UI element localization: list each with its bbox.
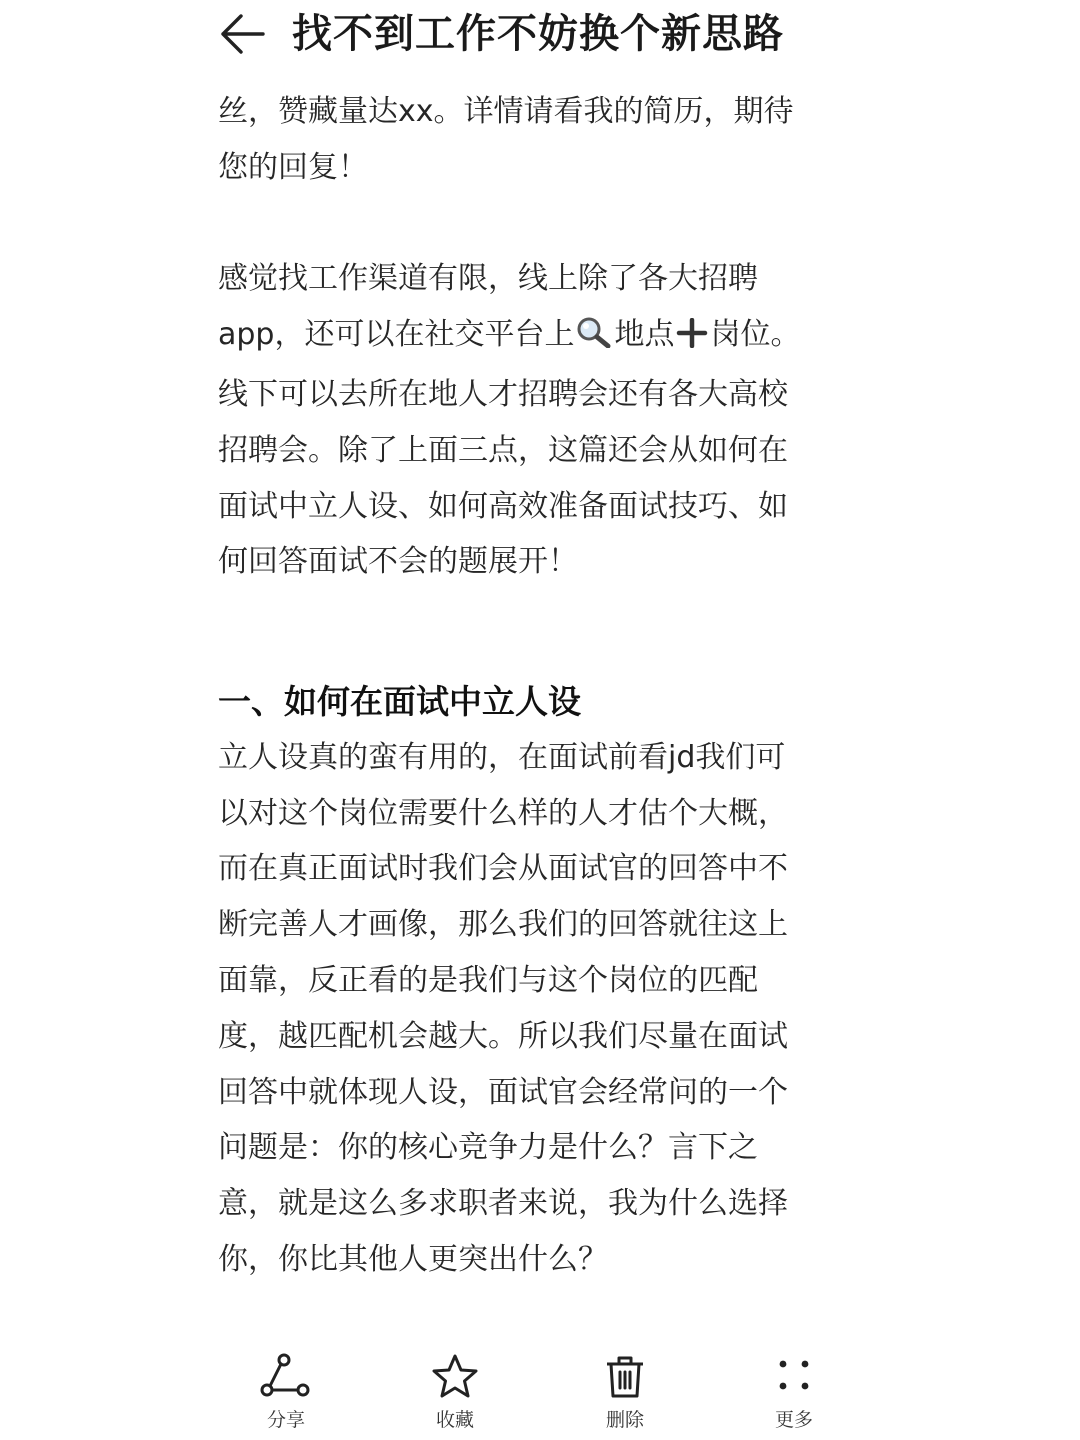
- persona-paragraph: 立人设真的蛮有用的，在面试前看jd我们可 以对这个岗位需要什么样的人才估个大概， 而在真正面试时我们会从面试官的回答中不 断完善人才画像，那么我们的回答就往这上 面靠，反正看的是我们与这个岗位的匹配 度，越匹配机会越大。所以我们尽量在面试 回答中就体现人设，面试官会经常问的一个 问题是：你的核心竞争力是什么？言下之 意，就是这么多求职者来说，我为什么选择 你，你比其他人更突出什么？: [218, 739, 788, 1277]
- trash-icon: [600, 1352, 650, 1402]
- delete-label: 删除: [605, 1409, 644, 1431]
- more-dots-icon: [769, 1352, 819, 1402]
- more-label: 更多: [774, 1409, 813, 1431]
- note-content[interactable]: [218, 84, 858, 1340]
- intro-paragraph: 丝，赞藏量达xx。详情请看我的简历，期待 您的回复！: [218, 94, 794, 185]
- share-label: 分享: [266, 1409, 305, 1431]
- plus-icon: [676, 311, 708, 367]
- bottom-toolbar: [0, 1340, 1080, 1440]
- channels-text-3: 岗位。 线下可以去所在地人才招聘会还有各大高校 招聘会。除了上面三点，这篇还会从如何在 面试中立人设、如何高效准备面试技巧、如 何回答面试不会的题展开！: [218, 317, 801, 580]
- more-button[interactable]: [739, 1352, 849, 1436]
- delete-button[interactable]: [570, 1352, 680, 1436]
- favorite-label: 收藏: [435, 1409, 474, 1431]
- channels-text-2: 地点: [614, 317, 675, 353]
- star-icon: [430, 1352, 480, 1402]
- back-button[interactable]: [214, 8, 270, 60]
- paragraph-gap: [218, 590, 858, 646]
- arrow-left-icon: [219, 14, 265, 54]
- favorite-button[interactable]: [400, 1352, 510, 1436]
- channels-text-1: 感觉找工作渠道有限，线上除了各大招聘 app，还可以在社交平台上: [218, 261, 758, 353]
- channels-paragraph: [218, 251, 858, 590]
- top-bar: [0, 0, 1080, 80]
- page-title: 找不到工作不妨换个新思路: [292, 11, 784, 57]
- paragraph-gap: [218, 1288, 858, 1340]
- paragraph-gap: [218, 196, 858, 252]
- share-icon: [260, 1352, 312, 1402]
- section-heading-persona: 一、如何在面试中立人设: [218, 681, 581, 721]
- share-button[interactable]: [231, 1352, 341, 1436]
- paragraph-gap: [218, 646, 858, 674]
- magnifier-icon: [576, 311, 612, 367]
